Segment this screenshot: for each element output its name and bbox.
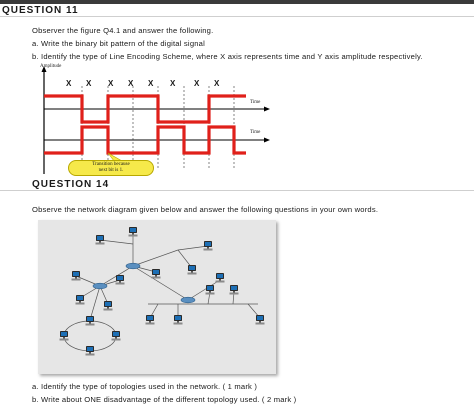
callout-line-1: Transition because xyxy=(92,162,130,167)
computer xyxy=(116,275,125,285)
computer xyxy=(188,265,197,275)
q11-item-b: b. Identify the type of Line Encoding Scheme, where X axis represents time and Y axis amplitude respectively. xyxy=(32,52,423,61)
q11-intro: Observer the figure Q4.1 and answer the following. xyxy=(32,26,214,35)
x-mark-3: X xyxy=(108,79,114,88)
time-label-bottom: Time xyxy=(250,130,261,135)
q14-item-b: b. Write about ONE disadvantage of the different topology used. ( 2 mark ) xyxy=(32,395,297,404)
transition-callout xyxy=(68,160,154,176)
hub-2 xyxy=(93,283,107,289)
network-links xyxy=(76,232,260,320)
computer xyxy=(72,271,81,281)
x-axis-top-arrow xyxy=(264,107,270,112)
top-rule xyxy=(0,0,474,4)
x-mark-8: X xyxy=(214,79,220,88)
amplitude-label: Amplitude xyxy=(40,64,62,69)
computer xyxy=(76,295,85,305)
question-11-rule xyxy=(0,16,474,17)
x-mark-5: X xyxy=(148,79,154,88)
q14-intro: Observe the network diagram given below and answer the following questions in your own words. xyxy=(32,205,379,214)
computer xyxy=(129,227,138,237)
computer xyxy=(216,273,225,283)
computer xyxy=(104,301,113,311)
computer xyxy=(86,346,95,356)
computer xyxy=(112,331,121,341)
computer xyxy=(256,315,265,325)
x-mark-2: X xyxy=(86,79,92,88)
hub-1 xyxy=(126,263,140,269)
computer xyxy=(146,315,155,325)
time-label-top: Time xyxy=(250,100,261,105)
question-14-rule xyxy=(0,190,474,191)
question-11-title: QUESTION 11 xyxy=(2,5,79,16)
x-mark-7: X xyxy=(194,79,200,88)
x-mark-6: X xyxy=(170,79,176,88)
computer xyxy=(230,285,239,295)
computer xyxy=(60,331,69,341)
q11-item-a: a. Write the binary bit pattern of the digital signal xyxy=(32,39,205,48)
computer xyxy=(96,235,105,245)
network-diagram-svg xyxy=(38,220,276,374)
question-14-title: QUESTION 14 xyxy=(32,179,110,190)
q14-item-a: a. Identify the type of topologies used in the network. ( 1 mark ) xyxy=(32,382,258,391)
callout-line-2: next bit is 1. xyxy=(98,168,124,173)
hub-3 xyxy=(181,297,195,303)
x-mark-1: X xyxy=(66,79,72,88)
computer xyxy=(206,285,215,295)
computer xyxy=(174,315,183,325)
x-mark-4: X xyxy=(128,79,134,88)
computer xyxy=(86,316,95,326)
x-axis-bottom-arrow xyxy=(264,138,270,143)
computer xyxy=(152,269,161,279)
computer xyxy=(204,241,213,251)
network-diagram xyxy=(38,220,276,374)
